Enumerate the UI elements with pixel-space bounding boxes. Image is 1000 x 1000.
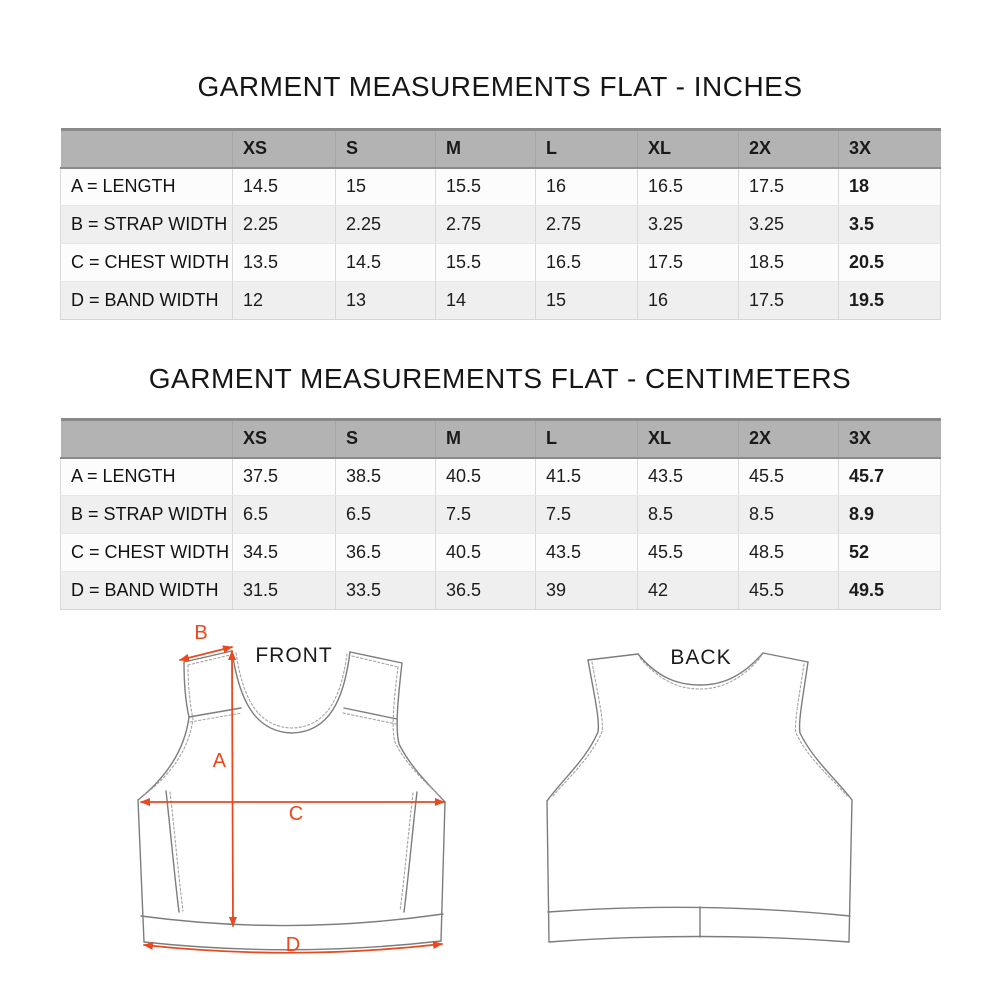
measurement-cell: 39 <box>536 572 638 610</box>
measurement-cell: 3.25 <box>638 206 739 244</box>
measurement-cell: 45.5 <box>739 458 839 496</box>
measurement-cell: 3.5 <box>839 206 941 244</box>
strap-width-label: B <box>194 622 208 644</box>
measurement-cell: 17.5 <box>739 282 839 320</box>
front-right-shoulder-seam <box>344 708 397 719</box>
measurement-cell: 16.5 <box>536 244 638 282</box>
back-garment-outline <box>547 653 852 942</box>
row-label: C = CHEST WIDTH <box>61 534 233 572</box>
row-label: D = BAND WIDTH <box>61 572 233 610</box>
centimeters-table-header <box>61 420 941 458</box>
measurement-cell: 8.5 <box>739 496 839 534</box>
measurement-cell: 52 <box>839 534 941 572</box>
front-stitching <box>143 653 441 911</box>
measurement-cell: 34.5 <box>233 534 336 572</box>
measurement-cell: 2.25 <box>336 206 436 244</box>
measurement-cell: 18 <box>839 168 941 206</box>
measurement-cell: 15 <box>336 168 436 206</box>
table-row <box>61 282 941 320</box>
chest-width-label: C <box>288 803 304 825</box>
measurement-cell: 14.5 <box>233 168 336 206</box>
measurement-cell: 36.5 <box>436 572 536 610</box>
column-header-l: L <box>536 420 638 458</box>
measurement-cell: 45.5 <box>739 572 839 610</box>
centimeters-table-body <box>61 458 941 610</box>
measurement-cell: 14 <box>436 282 536 320</box>
column-header-xl: XL <box>638 420 739 458</box>
column-header-xl: XL <box>638 130 739 168</box>
measurement-cell: 8.9 <box>839 496 941 534</box>
front-left-side <box>138 800 144 942</box>
measurement-cell: 15.5 <box>436 244 536 282</box>
measurement-cell: 7.5 <box>436 496 536 534</box>
measurement-cell: 14.5 <box>336 244 436 282</box>
measurement-cell: 43.5 <box>536 534 638 572</box>
measurement-cell: 8.5 <box>638 496 739 534</box>
row-label: C = CHEST WIDTH <box>61 244 233 282</box>
column-header-2x: 2X <box>739 130 839 168</box>
front-garment-outline <box>138 651 445 950</box>
measurement-cell: 17.5 <box>638 244 739 282</box>
measurement-cell: 15.5 <box>436 168 536 206</box>
measurement-cell: 19.5 <box>839 282 941 320</box>
row-label: D = BAND WIDTH <box>61 282 233 320</box>
inches-table-title: GARMENT MEASUREMENTS FLAT - INCHES <box>197 71 803 102</box>
table-row <box>61 496 941 534</box>
front-view-label: FRONT <box>255 644 333 667</box>
back-right-armhole <box>800 662 852 800</box>
back-stitching <box>552 657 847 797</box>
measurement-cell: 7.5 <box>536 496 638 534</box>
measurement-cell: 6.5 <box>233 496 336 534</box>
table-row <box>61 244 941 282</box>
row-label: B = STRAP WIDTH <box>61 206 233 244</box>
back-band-seam <box>548 907 850 916</box>
measurement-cell: 2.75 <box>536 206 638 244</box>
inches-table-header <box>61 130 941 168</box>
column-header-xs: XS <box>233 130 336 168</box>
back-left-armhole <box>547 660 598 801</box>
measurement-cell: 16.5 <box>638 168 739 206</box>
measurement-cell: 49.5 <box>839 572 941 610</box>
column-header-2x: 2X <box>739 420 839 458</box>
front-right-armhole <box>397 663 445 802</box>
measurement-cell: 2.25 <box>233 206 336 244</box>
front-garment-diagram <box>100 620 500 1000</box>
header-row <box>61 130 941 168</box>
measurement-cell: 45.5 <box>638 534 739 572</box>
front-left-shoulder-seam <box>189 708 241 717</box>
measurement-cell: 43.5 <box>638 458 739 496</box>
measurement-cell: 48.5 <box>739 534 839 572</box>
column-header-xs: XS <box>233 420 336 458</box>
header-row <box>61 420 941 458</box>
front-band-seam <box>141 914 443 926</box>
column-header-3x: 3X <box>839 130 941 168</box>
row-label: B = STRAP WIDTH <box>61 496 233 534</box>
measurement-cell: 13.5 <box>233 244 336 282</box>
measurement-cell: 16 <box>536 168 638 206</box>
front-left-side-seam <box>166 791 179 912</box>
measurement-cell: 2.75 <box>436 206 536 244</box>
band-width-label: D <box>285 934 301 956</box>
measurement-cell: 36.5 <box>336 534 436 572</box>
measurement-cell: 38.5 <box>336 458 436 496</box>
inches-table-body <box>61 168 941 320</box>
length-label: A <box>212 750 226 772</box>
back-left-shoulder <box>588 654 638 660</box>
back-hem <box>549 937 849 943</box>
back-garment-diagram <box>520 620 920 1000</box>
measurement-cell: 16 <box>638 282 739 320</box>
measurement-cell: 31.5 <box>233 572 336 610</box>
measurement-cell: 45.7 <box>839 458 941 496</box>
row-label: A = LENGTH <box>61 458 233 496</box>
column-header-m: M <box>436 420 536 458</box>
inches-table <box>60 128 941 320</box>
measurement-cell: 41.5 <box>536 458 638 496</box>
table-row <box>61 168 941 206</box>
table-row <box>61 534 941 572</box>
back-left-side <box>547 801 549 942</box>
back-view-label: BACK <box>670 646 732 669</box>
measurement-cell: 18.5 <box>739 244 839 282</box>
column-header-s: S <box>336 420 436 458</box>
measurement-cell: 15 <box>536 282 638 320</box>
measurement-cell: 40.5 <box>436 458 536 496</box>
measurement-cell: 33.5 <box>336 572 436 610</box>
length-arrow <box>232 651 233 926</box>
measurement-cell: 17.5 <box>739 168 839 206</box>
measurement-cell: 40.5 <box>436 534 536 572</box>
measurement-cell: 37.5 <box>233 458 336 496</box>
front-left-armhole <box>138 662 189 800</box>
measurement-cell: 20.5 <box>839 244 941 282</box>
centimeters-table-title: GARMENT MEASUREMENTS FLAT - CENTIMETERS <box>148 363 852 394</box>
measurement-cell: 12 <box>233 282 336 320</box>
centimeters-table <box>60 418 941 610</box>
column-header-l: L <box>536 130 638 168</box>
table-row <box>61 458 941 496</box>
column-header-blank <box>61 130 233 168</box>
measurement-cell: 42 <box>638 572 739 610</box>
column-header-s: S <box>336 130 436 168</box>
front-right-side-seam <box>404 792 417 912</box>
table-row <box>61 572 941 610</box>
column-header-m: M <box>436 130 536 168</box>
back-right-shoulder <box>763 653 808 662</box>
measurement-cell: 6.5 <box>336 496 436 534</box>
measurement-cell: 13 <box>336 282 436 320</box>
front-right-side <box>441 802 445 941</box>
back-right-side <box>849 800 852 942</box>
row-label: A = LENGTH <box>61 168 233 206</box>
column-header-3x: 3X <box>839 420 941 458</box>
column-header-blank <box>61 420 233 458</box>
measurement-cell: 3.25 <box>739 206 839 244</box>
table-row <box>61 206 941 244</box>
